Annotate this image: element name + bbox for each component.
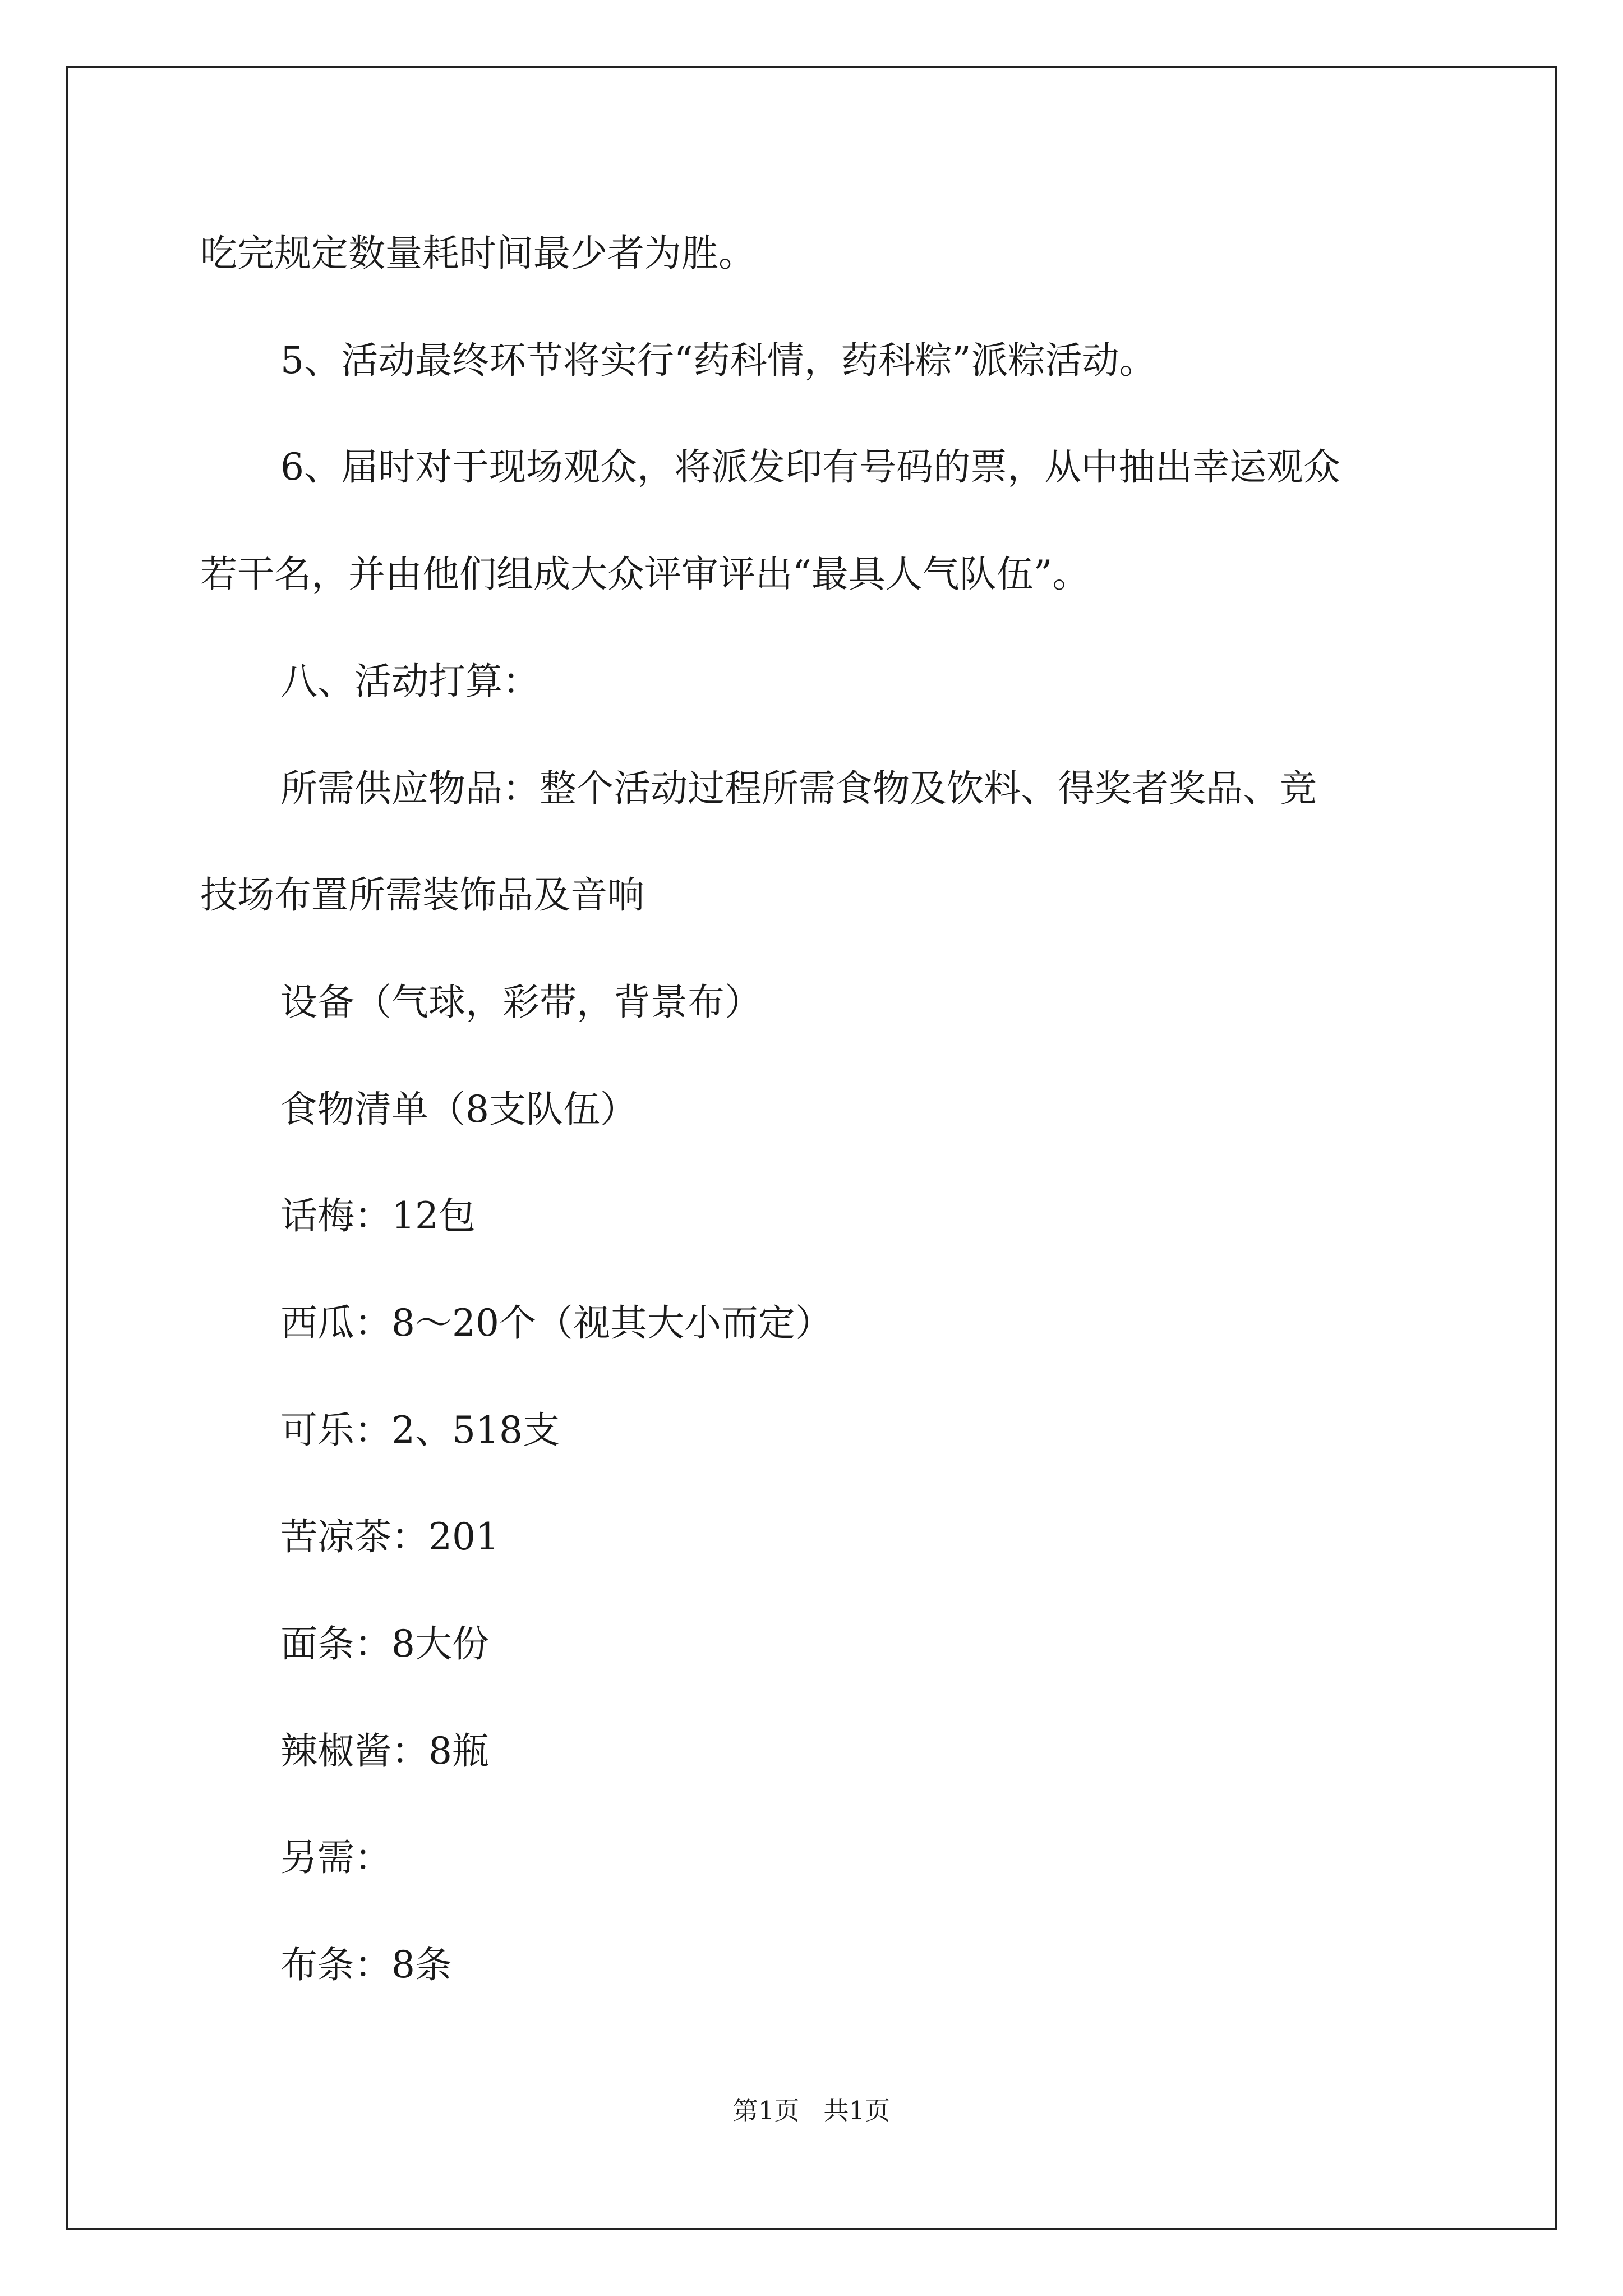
page-border: [66, 66, 1557, 2230]
text-line-16: 另需：: [280, 1836, 391, 1879]
list-item: 西瓜：8～20个（视其大小而定）: [280, 1301, 832, 1345]
text-line-6: 所需供应物品：整个活动过程所需食物及饮料、得奖者奖品、竞: [280, 767, 1317, 810]
text-line-2: 5、活动最终环节将实行“药科情，药科粽”派粽活动。: [280, 339, 1156, 382]
list-item: 话梅：12包: [280, 1194, 476, 1237]
text-line-9: 食物清单（8支队伍）: [280, 1088, 637, 1131]
page-footer: 第1页 共1页: [732, 2096, 891, 2125]
list-item: 面条：8大份: [280, 1622, 489, 1665]
text-line-1: 吃完规定数量耗时间最少者为胜。: [200, 232, 755, 275]
text-line-7: 技场布置所需装饰品及音响: [200, 873, 644, 917]
list-item: 辣椒酱：8瓶: [280, 1729, 489, 1773]
list-item: 苦凉茶：201: [280, 1515, 499, 1558]
list-item: 可乐：2、518支: [280, 1409, 560, 1452]
text-line-3: 6、届时对于现场观众，将派发印有号码的票，从中抽出幸运观众: [280, 445, 1340, 489]
text-line-8: 设备（气球，彩带，背景布）: [280, 981, 762, 1024]
list-item: 布条：8条: [280, 1943, 452, 1986]
section-heading: 八、活动打算：: [280, 660, 540, 703]
text-line-4: 若干名，并由他们组成大众评审评出“最具人气队伍”。: [200, 553, 1090, 596]
